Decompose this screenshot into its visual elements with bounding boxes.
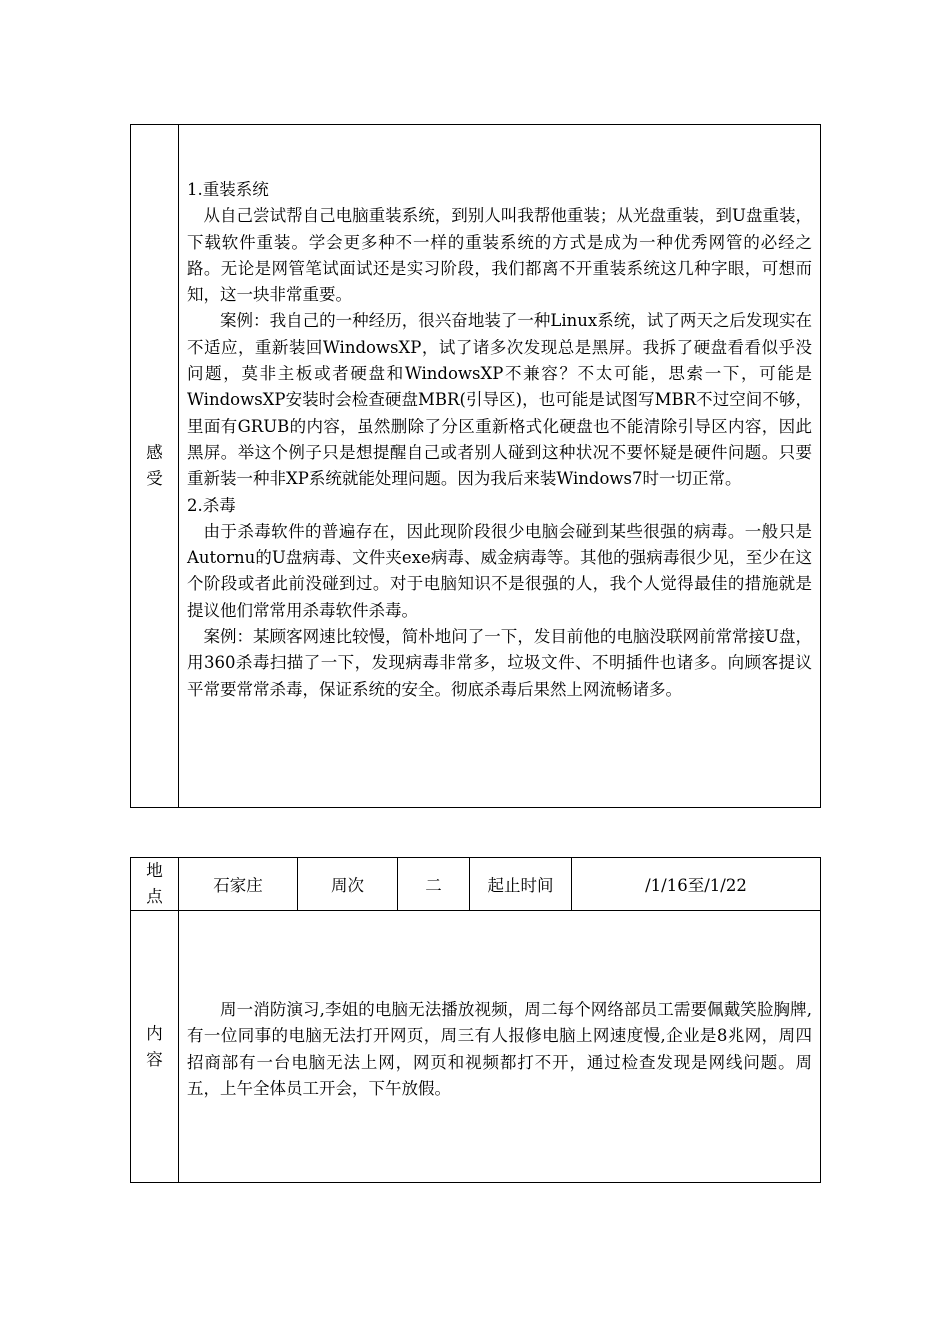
content-label	[131, 911, 179, 1183]
location-value: 石家庄	[179, 858, 298, 911]
weekly-content	[179, 911, 821, 1183]
weekly-content-text: 周一消防演习,李姐的电脑无法播放视频，周二每个网络部员工需要佩戴笑脸胸牌,有一位同事的电脑无法打开网页，周三有人报修电脑上网速度慢,企业是8兆网，周四招商部有一台电脑无法上网，网页和视频都打不开，通过检查发现是网线问题。周五，上午全体员工开会，下午放假。	[187, 1000, 812, 1098]
period-value: /1/16至/1/22	[572, 858, 821, 911]
reflection-label-char-2: 受	[146, 469, 163, 488]
reflection-content	[179, 125, 821, 808]
reflection-label-char-1: 感	[146, 443, 163, 462]
week-label: 周次	[298, 858, 398, 911]
paragraph-antivirus-case: 案例：某顾客网速比较慢，简朴地问了一下，发目前他的电脑没联网前常常接U盘，用360杀毒扫描了一下，发现病毒非常多，垃圾文件、不明插件也诸多。向顾客提议平常要常常杀毒，保证系统的安全。彻底杀毒后果然上网流畅诸多。	[187, 627, 812, 699]
reflection-table	[130, 124, 821, 808]
heading-reinstall: 1.重装系统	[187, 180, 269, 199]
content-label-char-2: 容	[146, 1049, 163, 1069]
paragraph-antivirus-intro: 由于杀毒软件的普遍存在，因此现阶段很少电脑会碰到某些很强的病毒。一般只是Autornu的U盘病毒、文件夹exe病毒、威金病毒等。其他的强病毒很少见，至少在这个阶段或者此前没碰到过。对于电脑知识不是很强的人，我个人觉得最佳的措施就是提议他们常常用杀毒软件杀毒。	[187, 521, 812, 620]
content-label-char-1: 内	[146, 1023, 163, 1043]
period-label: 起止时间	[470, 858, 572, 911]
reflection-label	[131, 125, 179, 808]
heading-antivirus: 2.杀毒	[187, 495, 236, 515]
week-value: 二	[398, 858, 470, 911]
location-label	[131, 858, 179, 911]
paragraph-reinstall-case: 案例：我自己的一种经历，很兴奋地装了一种Linux系统，试了两天之后发现实在不适应，重新装回WindowsXP，试了诸多次发现总是黑屏。我拆了硬盘看看似乎没问题，莫非主板或者硬盘和WindowsXP不兼容？不太可能，思索一下，可能是WindowsXP安装时会检查硬盘MBR(引导区)，也可能是试图写MBR不过空间不够，里面有GRUB的内容，虽然删除了分区重新格式化硬盘也不能清除引导区内容，因此黑屏。举这个例子只是想提醒自己或者别人碰到这种状况不要怀疑是硬件问题。只要重新装一种非XP系统就能处理问题。因为我后来装Windows7时一切正常。	[187, 311, 812, 489]
paragraph-reinstall-intro: 从自己尝试帮自己电脑重装系统，到别人叫我帮他重装；从光盘重装，到U盘重装，下载软件重装。学会更多种不一样的重装系统的方式是成为一种优秀网管的必经之路。无论是网管笔试面试还是实习阶段，我们都离不开重装系统这几种字眼，可想而知，这一块非常重要。	[187, 206, 812, 305]
location-label-char-1: 地	[146, 861, 163, 880]
location-label-char-2: 点	[146, 887, 163, 906]
weekly-record-table	[130, 857, 821, 1183]
